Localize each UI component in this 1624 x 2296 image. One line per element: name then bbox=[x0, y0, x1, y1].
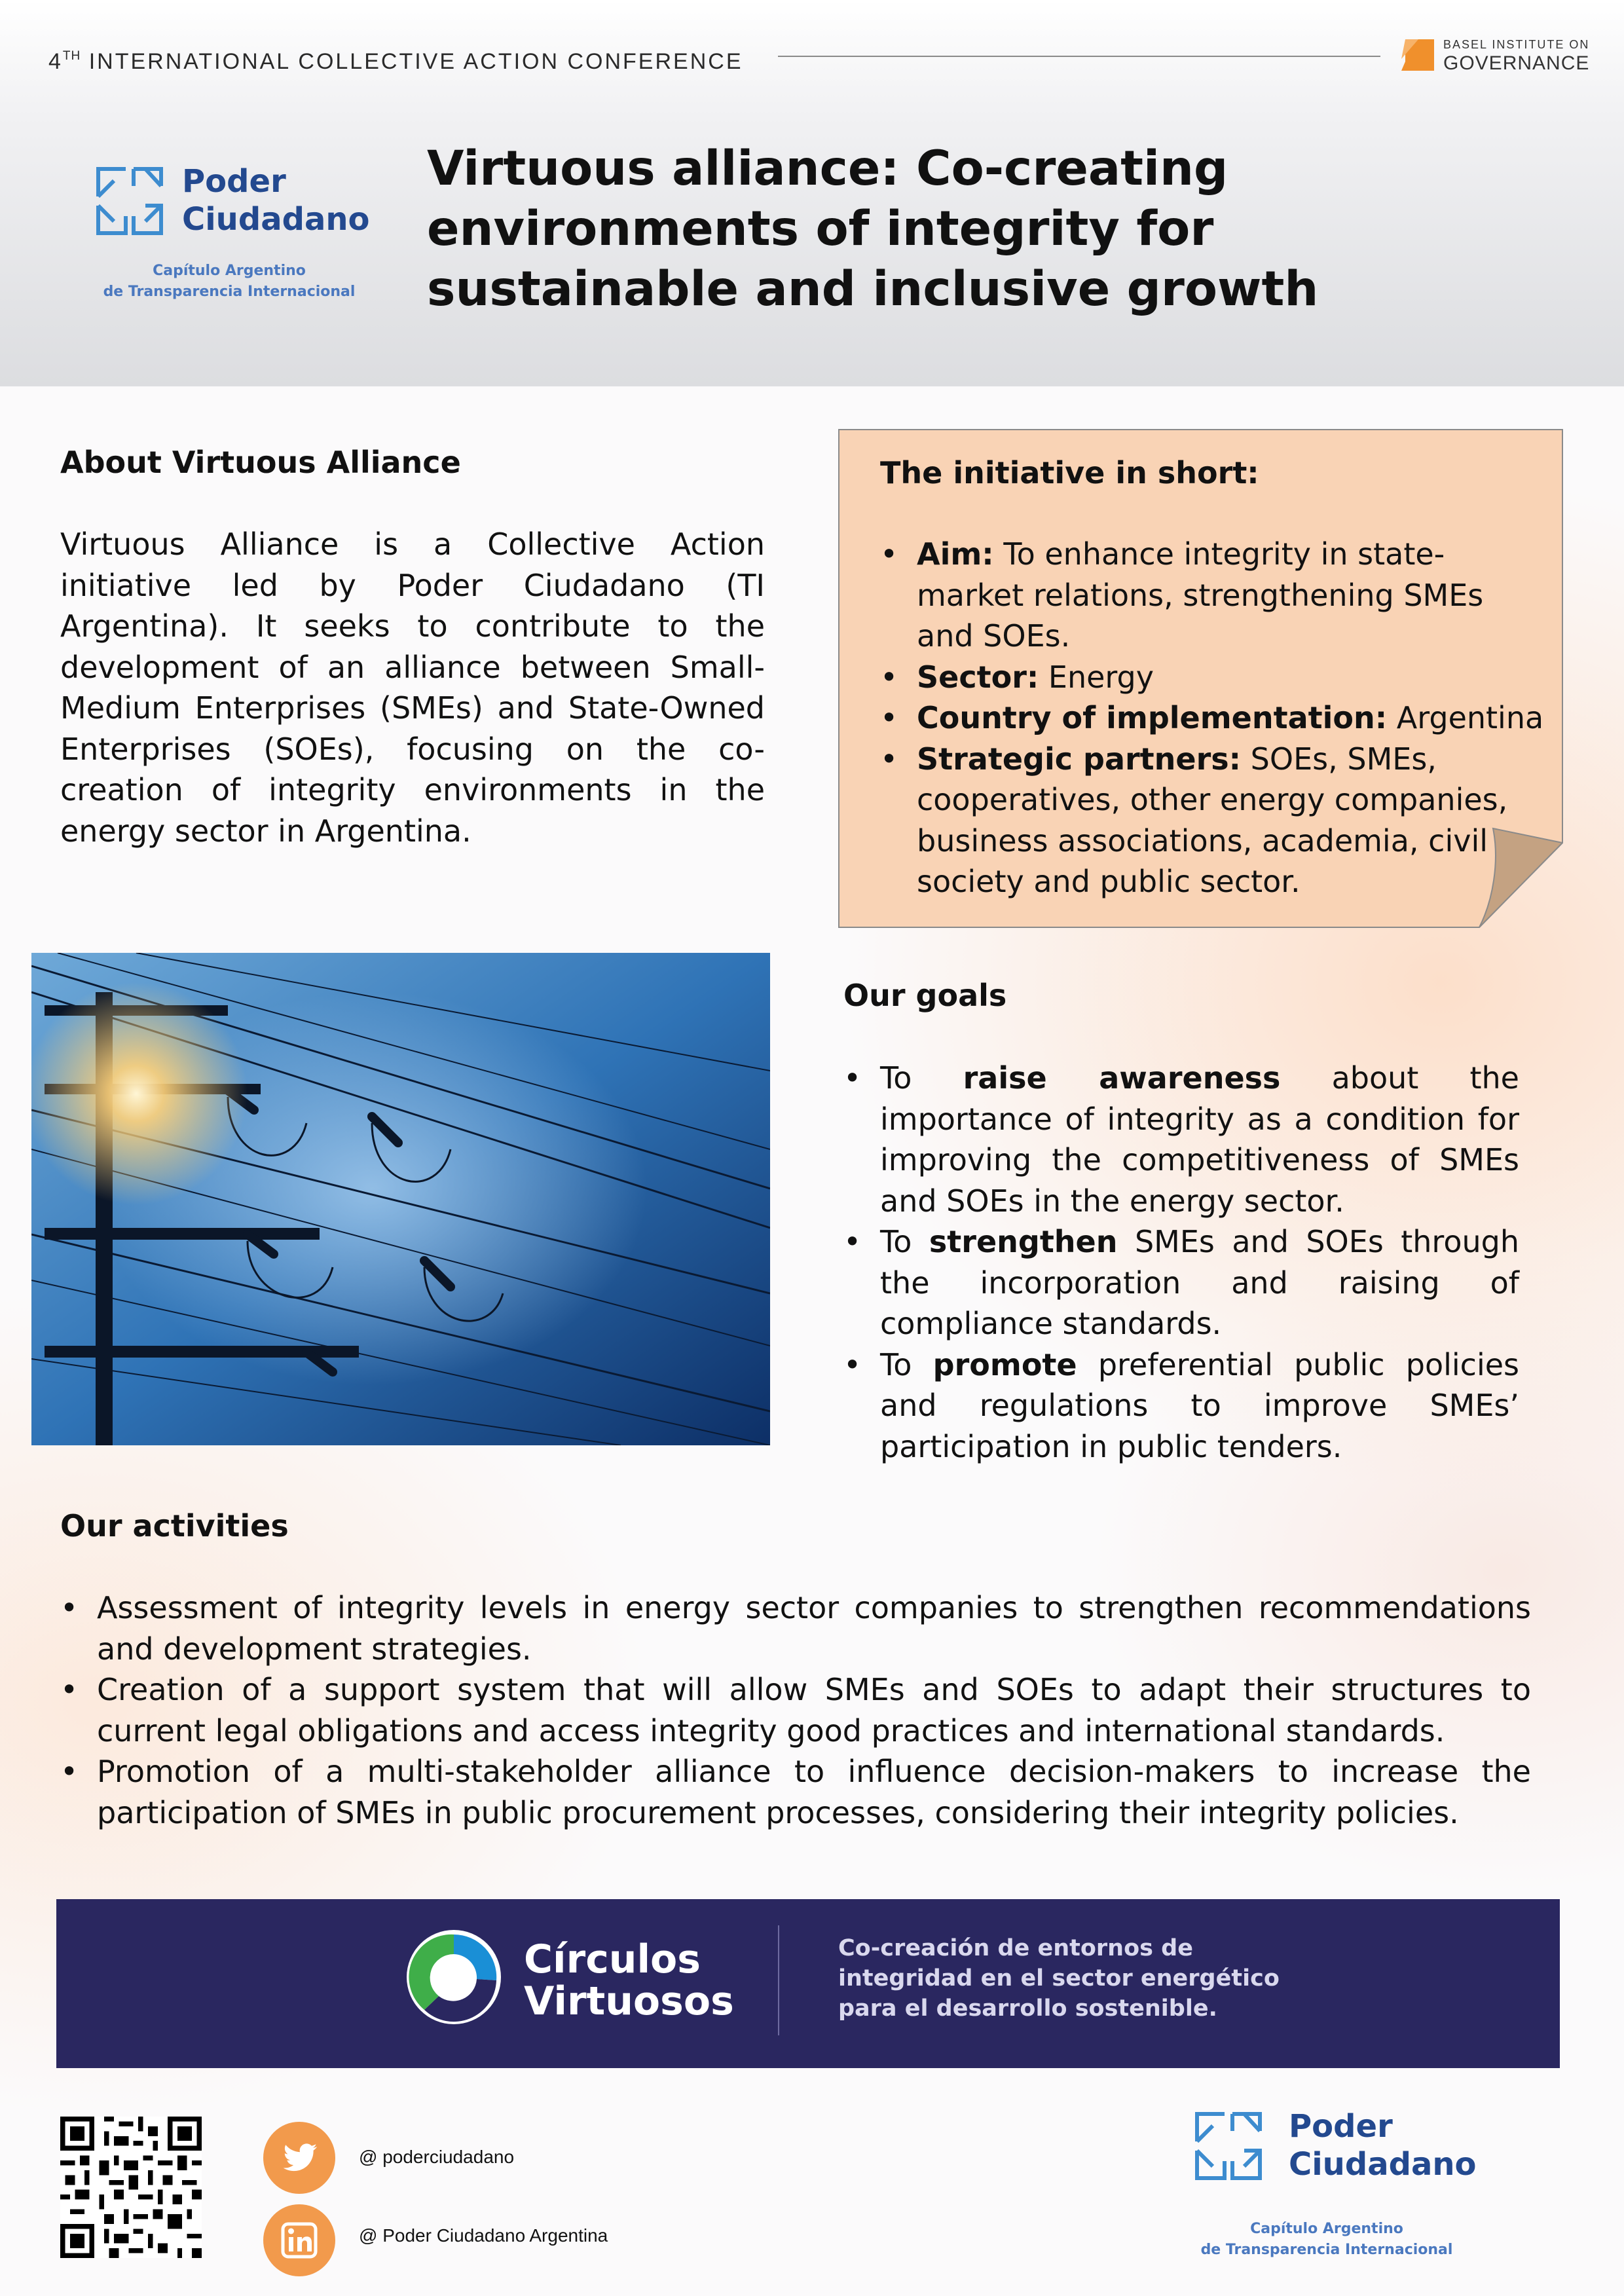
twitter-bird-icon bbox=[263, 2122, 335, 2194]
initiative-item: • Aim: To enhance integrity in state-market relations, strengthening SMEs and SOEs. bbox=[880, 534, 1548, 657]
circulos-virtuosos-banner bbox=[56, 1899, 1560, 2068]
activity-item: • Assessment of integrity levels in energy sector companies to strengthen recommendations and development strategies. bbox=[60, 1587, 1531, 1669]
circulos-virtuosos-description: Co-creación de entornos de integridad en el sector energético para el desarrollo sostenible. bbox=[838, 1935, 1280, 2022]
poder-ciudadano-subtitle: Capítulo Argentino de Transparencia Internacional bbox=[103, 263, 356, 300]
initiative-item: • Country of implementation: Argentina bbox=[880, 697, 1548, 739]
activities-heading: Our activities bbox=[60, 1508, 289, 1544]
qr-code[interactable] bbox=[60, 2117, 202, 2258]
goal-item: • To strengthen SMEs and SOEs through the incorporation and raising of compliance standards. bbox=[843, 1221, 1519, 1344]
initiative-item: • Sector: Energy bbox=[880, 657, 1548, 698]
poder-ciudadano-footer-name: Poder Ciudadano bbox=[1289, 2108, 1477, 2183]
basel-logo-icon bbox=[1401, 39, 1434, 71]
linkedin-handle[interactable]: @ Poder Ciudadano Argentina bbox=[359, 2225, 608, 2246]
about-text: Virtuous Alliance is a Collective Action initiative led by Poder Ciudadano (TI Argentina). It seeks to contribute to the development of an alliance between Small-Medium Enterprises (SMEs) and State-Owned Enterprises (SOEs), focusing on the co-creation of integrity environments in the energy sector in Argentina. bbox=[60, 527, 765, 849]
twitter-handle[interactable]: @ poderciudadano bbox=[359, 2147, 515, 2167]
basel-institute-label: BASEL INSTITUTE ON bbox=[1443, 38, 1590, 51]
linkedin-icon bbox=[263, 2204, 335, 2276]
goals-heading: Our goals bbox=[843, 978, 1007, 1013]
goal-item: • To raise awareness about the importance of integrity as a condition for improving the competitiveness of SMEs and SOEs in the energy sector. bbox=[843, 1058, 1519, 1221]
banner-divider bbox=[778, 1925, 779, 2035]
activity-item: • Creation of a support system that will allow SMEs and SOEs to adapt their structures to current legal obligations and access integrity good practices and international standards. bbox=[60, 1669, 1531, 1751]
poder-ciudadano-footer-subtitle: Capítulo Argentino de Transparencia Internacional bbox=[1200, 2221, 1453, 2258]
page-title: Virtuous alliance: Co-creating environments of integrity for sustainable and inclusive growth bbox=[427, 141, 1319, 317]
goals-list bbox=[843, 1058, 1519, 1467]
initiative-heading: The initiative in short: bbox=[880, 455, 1259, 491]
basel-governance-label: GOVERNANCE bbox=[1443, 52, 1590, 74]
circulos-virtuosos-name: Círculos Virtuosos bbox=[524, 1936, 734, 2024]
poder-ciudadano-name: Poder Ciudadano bbox=[182, 163, 370, 238]
circulos-virtuosos-logo-icon bbox=[405, 1928, 503, 2026]
linkedin-button[interactable] bbox=[263, 2204, 335, 2276]
poder-ciudadano-mark-icon bbox=[96, 166, 170, 236]
initiative-list bbox=[880, 534, 1548, 902]
initiative-item: • Strategic partners: SOEs, SMEs, cooperatives, other energy companies, business associations, academia, civil society and public sector. bbox=[880, 739, 1548, 902]
header-rule bbox=[778, 56, 1380, 57]
conference-title: 4TH INTERNATIONAL COLLECTIVE ACTION CONFERENCE bbox=[48, 49, 743, 74]
about-heading: About Virtuous Alliance bbox=[60, 445, 461, 480]
power-lines-image bbox=[31, 953, 770, 1445]
poder-ciudadano-footer-mark-icon bbox=[1194, 2111, 1269, 2181]
goal-item: • To promote preferential public policies and regulations to improve SMEs’ participation in public tenders. bbox=[843, 1344, 1519, 1468]
activity-item: • Promotion of a multi-stakeholder alliance to influence decision-makers to increase the participation of SMEs in public procurement processes, considering their integrity policies. bbox=[60, 1751, 1531, 1833]
power-lines-photo bbox=[31, 953, 770, 1445]
twitter-button[interactable] bbox=[263, 2122, 335, 2194]
activities-list bbox=[60, 1587, 1531, 1833]
